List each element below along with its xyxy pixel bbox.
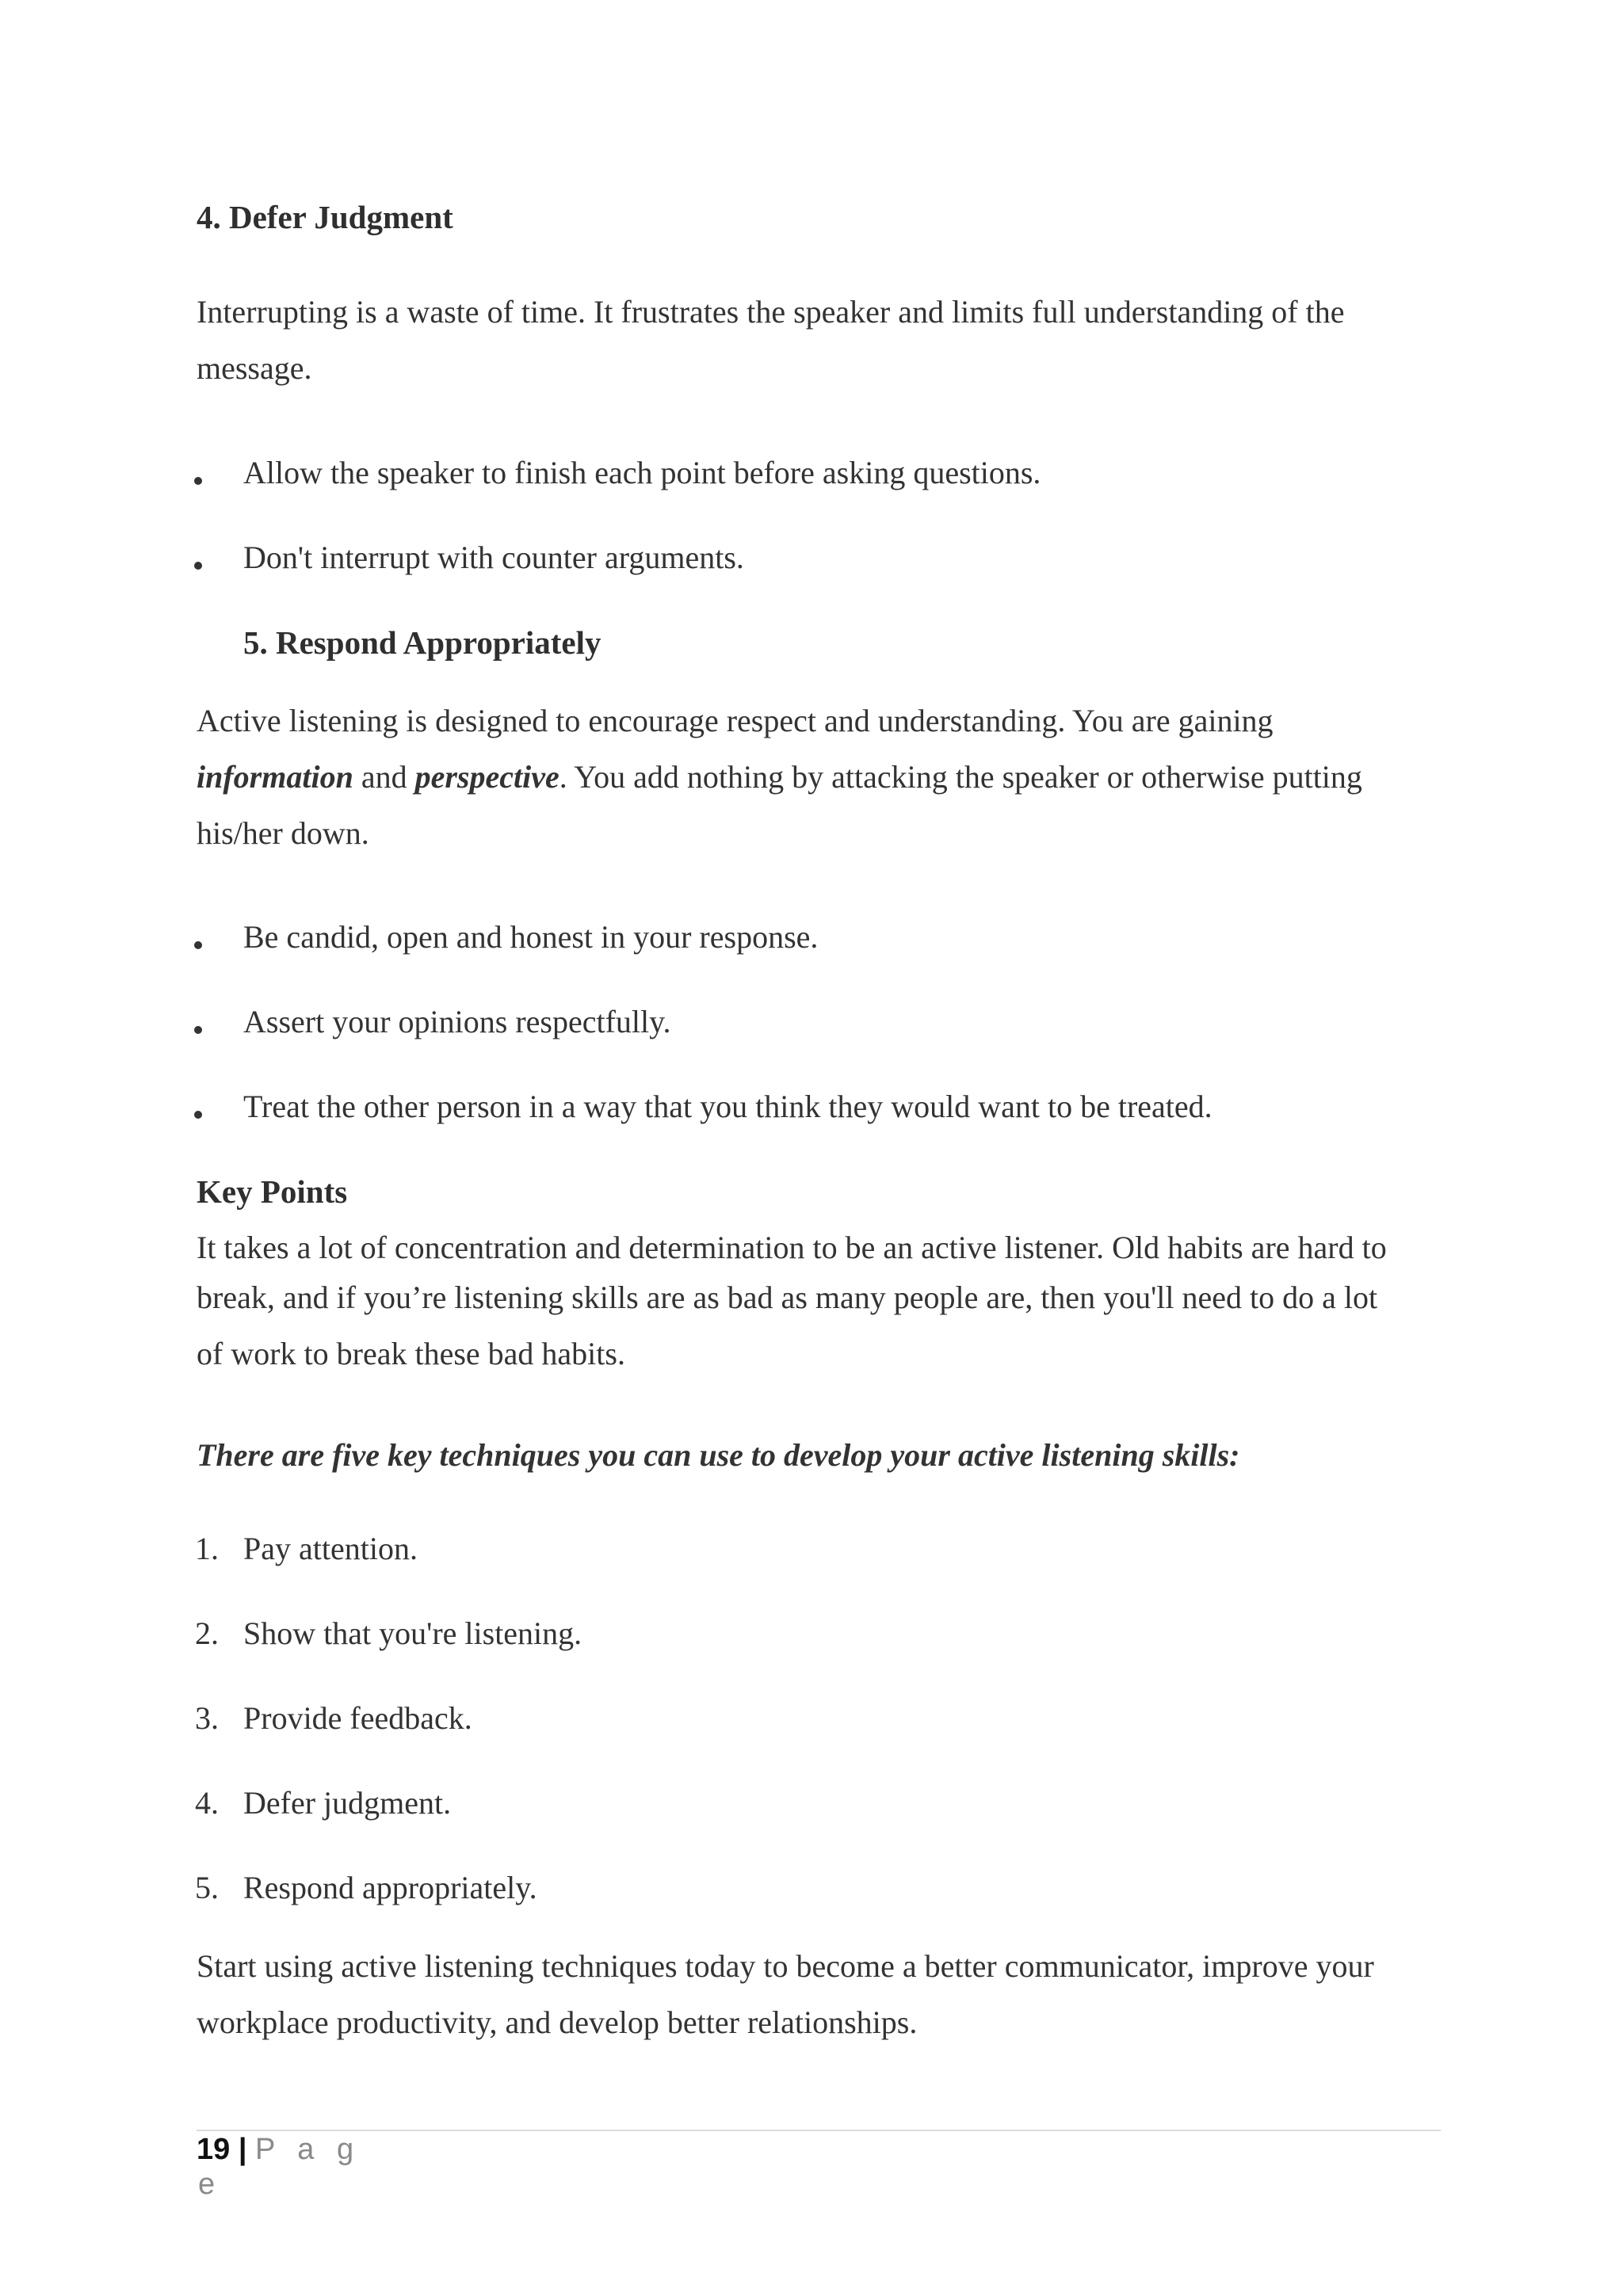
- paragraph-line: [197, 758, 1362, 795]
- text-rest: . You add nothing by attacking the speaker or otherwise putting: [559, 759, 1362, 795]
- emphasis-perspective: perspective: [414, 759, 559, 795]
- paragraph-line: break, and if you’re listening skills are as bad as many people are, then you'll need to do a lot: [197, 1280, 1378, 1315]
- list-item: Respond appropriately.: [243, 1870, 537, 1905]
- bullet-icon: [194, 1111, 202, 1119]
- paragraph-line: workplace productivity, and develop better relationships.: [197, 2004, 918, 2040]
- list-item: Defer judgment.: [243, 1785, 452, 1821]
- list-item: Provide feedback.: [243, 1700, 472, 1736]
- paragraph-line: Start using active listening techniques today to become a better communicator, improve your: [197, 1948, 1374, 1984]
- list-item: Pay attention.: [243, 1531, 418, 1566]
- paragraph-line: Active listening is designed to encourage respect and understanding. You are gaining: [197, 703, 1274, 738]
- page-number: 19: [197, 2133, 231, 2166]
- emphasis-information: information: [197, 759, 353, 795]
- bullet-item: Assert your opinions respectfully.: [243, 1004, 671, 1039]
- techniques-intro: There are five key techniques you can use to develop your active listening skills:: [197, 1437, 1240, 1473]
- list-number: 3.: [195, 1700, 219, 1736]
- bullet-icon: [194, 477, 202, 485]
- paragraph-line: Interrupting is a waste of time. It frustrates the speaker and limits full understanding of the: [197, 294, 1345, 330]
- bullet-icon: [194, 941, 202, 949]
- footer-separator: |: [238, 2133, 247, 2166]
- paragraph-line: It takes a lot of concentration and determination to be an active listener. Old habits are hard to: [197, 1230, 1387, 1265]
- page-footer: [197, 2133, 361, 2167]
- page-label: P a g: [255, 2133, 361, 2166]
- section-heading-defer-judgment: 4. Defer Judgment: [197, 199, 453, 235]
- bullet-item: Treat the other person in a way that you think they would want to be treated.: [243, 1089, 1212, 1124]
- bullet-item: Be candid, open and honest in your response.: [243, 919, 819, 955]
- bullet-icon: [194, 562, 202, 570]
- bullet-icon: [194, 1026, 202, 1034]
- list-number: 2.: [195, 1615, 219, 1651]
- list-item: Show that you're listening.: [243, 1615, 582, 1651]
- bullet-item: Allow the speaker to finish each point before asking questions.: [243, 455, 1041, 490]
- footer-divider: [197, 2130, 1441, 2131]
- list-number: 4.: [195, 1785, 219, 1821]
- section-heading-key-points: Key Points: [197, 1173, 348, 1210]
- bullet-item: Don't interrupt with counter arguments.: [243, 540, 744, 575]
- paragraph-line: of work to break these bad habits.: [197, 1336, 625, 1371]
- list-number: 1.: [195, 1531, 219, 1566]
- text-and: and: [353, 759, 415, 795]
- page-label-wrap: e: [198, 2168, 223, 2201]
- section-heading-respond-appropriately: 5. Respond Appropriately: [243, 624, 601, 661]
- paragraph-line: his/her down.: [197, 815, 369, 851]
- paragraph-line: message.: [197, 350, 312, 386]
- list-number: 5.: [195, 1870, 219, 1905]
